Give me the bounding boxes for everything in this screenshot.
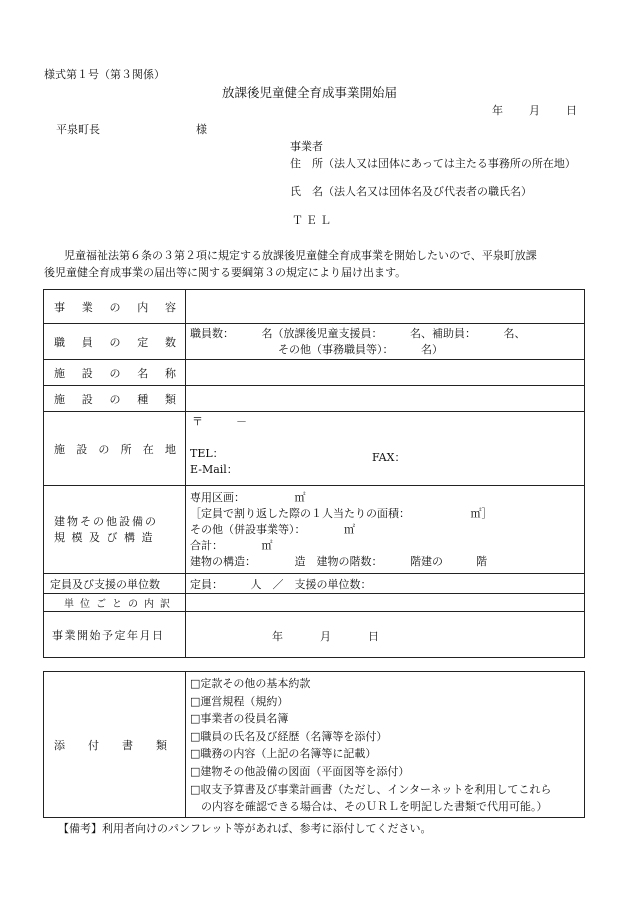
location-email: E-Mail： bbox=[190, 463, 238, 476]
capacity-field[interactable]: 定員： 人 ／ 支援の単位数： bbox=[186, 574, 585, 594]
operator-label: 事業者 bbox=[290, 140, 323, 153]
attachments-label: 添付書類 bbox=[44, 672, 186, 818]
remarks-note: 【備考】利用者向けのパンフレット等があれば、参考に添付してください。 bbox=[58, 822, 432, 835]
location-label: 施設の所在地 bbox=[44, 412, 186, 486]
attachment-item-1[interactable]: □定款その他の基本約款 bbox=[190, 677, 311, 690]
addressee: 平泉町長 bbox=[56, 123, 100, 136]
staff-label: 職員の定数 bbox=[44, 324, 186, 360]
facility-name-label: 施設の名称 bbox=[44, 360, 186, 386]
start-month: 月 bbox=[320, 630, 331, 643]
location-fax: FAX： bbox=[372, 451, 406, 464]
unit-breakdown-field[interactable] bbox=[186, 594, 585, 612]
attachment-item-5[interactable]: □職務の内容（上記の名簿等に記載） bbox=[190, 747, 377, 761]
address-label: 住 所（法人又は団体にあっては主たる事務所の所在地） bbox=[290, 157, 576, 170]
exclusive-area: 専用区画： ㎡ bbox=[190, 490, 306, 504]
attachments-table bbox=[43, 671, 585, 818]
facility-name-field[interactable] bbox=[186, 360, 585, 386]
date-year: 年 bbox=[492, 104, 503, 117]
postal-code: 〒 － bbox=[192, 415, 247, 428]
attachment-item-4[interactable]: □職員の氏名及び経歴（名簿等を添付） bbox=[190, 729, 388, 743]
date-day: 日 bbox=[566, 104, 577, 117]
location-field[interactable] bbox=[186, 412, 585, 486]
staff-line-2: その他（事務職員等）： 名） bbox=[190, 342, 443, 356]
capacity-label: 定員及び支援の単位数 bbox=[44, 574, 186, 594]
start-day: 日 bbox=[368, 630, 379, 643]
unit-breakdown-label: 単位ごとの内訳 bbox=[44, 594, 186, 612]
start-date-field[interactable] bbox=[186, 612, 585, 658]
intro-line-2: 後児童健全育成事業の届出等に関する要綱第３の規定により届け出ます。 bbox=[44, 266, 407, 279]
business-content-label: 事業の内容 bbox=[44, 290, 186, 324]
form-title: 放課後児童健全育成事業開始届 bbox=[222, 85, 398, 100]
location-tel: TEL： bbox=[190, 447, 224, 460]
attachment-item-2[interactable]: □運営規程（規約） bbox=[190, 694, 289, 708]
attachments-list bbox=[186, 672, 585, 818]
facility-type-field[interactable] bbox=[186, 386, 585, 412]
business-content-field[interactable] bbox=[186, 290, 585, 324]
total-area: 合計： ㎡ bbox=[190, 538, 273, 552]
building-label: 建物その他設備の 規模及び構造 bbox=[44, 486, 186, 574]
intro-line-1: 児童福祉法第６条の３第２項に規定する放課後児童健全育成事業を開始したいので、平泉町放課 bbox=[64, 249, 537, 262]
attachment-item-6[interactable]: □建物その他設備の図面（平面図等を添付） bbox=[190, 764, 410, 778]
building-field[interactable] bbox=[186, 486, 585, 574]
attachment-item-7-continued: の内容を確認できる場合は、そのＵＲＬを明記した書類で代用可能。） bbox=[190, 800, 548, 814]
building-structure: 建物の構造： 造 建物の階数： 階建の 階 bbox=[190, 554, 487, 568]
addressee-honorific: 様 bbox=[196, 123, 207, 136]
staff-line-1: 職員数： 名（放課後児童支援員： 名、補助員： 名、 bbox=[190, 326, 526, 340]
facility-type-label: 施設の種類 bbox=[44, 386, 186, 412]
start-date-label: 事業開始予定年月日 bbox=[44, 612, 186, 658]
attachment-item-7[interactable]: □収支予算書及び事業計画書（ただし、インターネットを利用してこれら bbox=[190, 782, 552, 796]
start-year: 年 bbox=[272, 630, 283, 643]
form-number: 様式第１号（第３関係） bbox=[44, 68, 165, 81]
date-month: 月 bbox=[529, 104, 540, 117]
tel-label: ＴＥＬ bbox=[292, 214, 334, 227]
name-label: 氏 名（法人名又は団体名及び代表者の職氏名） bbox=[290, 185, 532, 198]
staff-field[interactable] bbox=[186, 324, 585, 360]
main-table bbox=[43, 289, 585, 658]
other-area: その他（併設事業等）： ㎡ bbox=[190, 522, 355, 536]
per-child-area: ［定員で割り返した際の１人当たりの面積： ㎡］ bbox=[190, 506, 493, 520]
attachment-item-3[interactable]: □事業者の役員名簿 bbox=[190, 712, 289, 726]
